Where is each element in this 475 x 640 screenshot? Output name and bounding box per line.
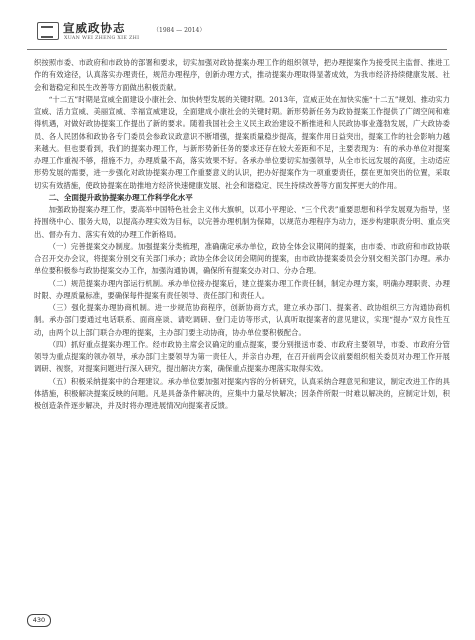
list-item bbox=[34, 241, 450, 278]
list-item-text: 加强提案分类梳理，准确确定承办单位，政协全体会议期间的提案，由市委、市政府和市政协联合召开交办会议，将提案分别交有关部门承办；政协全体会议闭会期间的提案，由市政协提案委员会分别交相关部门办理。承办单位要积极参与政协提案交办工作，加强沟通协调，确保所有提案交办对口、分办合理。 bbox=[34, 241, 450, 276]
paragraph: “十二五”时期是宣威全面建设小康社会、加快转型发展的关键时期。2013年，宣威正处在加快实施“十二五”规划、推动实力宣威、活力宣威、美丽宣威、幸福宣威建设，全面建成小康社会的关键时期。新形势新任务为政协提案工作提供了广阔空间和难得机遇，对做好政协提案工作提出了新的要求。随着我国社会主义民主政治建设不断推进和人民政协事业蓬勃发展，广大政协委员、各人民团体和政协各专门委员会参政议政意识不断增强，提案质量稳步提高，提案作用日益突出，提案工作的社会影响力越来越大。但也要看到，我们的提案办理工作，与新形势新任务的要求还存在较大差距和不足，主要表现为：有的承办单位对提案办理工作重视不够，措施不力，办理质量不高，落实效果不好。各承办单位要切实加强领导，从全市长远发展的高度，主动适应形势发展的需要，进一步强化对政协提案办理工作重要意义的认识，把办好提案作为一项重要责任，摆在更加突出的位置，采取切实有效措施，使政协提案在助推地方经济快速健康发展、社会和谐稳定、民生持续改善等方面发挥更大的作用。 bbox=[34, 94, 450, 190]
header-divider bbox=[27, 49, 447, 50]
paragraph: 织按照市委、市政府和市政协的部署和要求，切实加强对政协提案办理工作的组织领导，把办理提案作为接受民主监督、推进工作的有效途径，认真落实办理责任，规范办理程序，创新办理方式，推动提案办理取得显著成效，为我市经济持续健康发展、社会和谐稳定和民生改善等方面做出积极贡献。 bbox=[34, 58, 450, 92]
list-item-heading: （四）抓好重点提案办理工作。 bbox=[48, 339, 153, 349]
list-item-text: 进一步规范协商程序，创新协商方式，建立承办部门、提案者、政协组织三方沟通协商机制。承办部门要通过电话联系、面商座谈、请吃调研、登门走访等形式，认真听取提案者的意见建议，实现“提办”双方良性互动，由两个以上部门联合办理的提案，主办部门要主动协商，协办单位要积极配合。 bbox=[34, 303, 450, 337]
list-item-text: 承办单位要加强对提案内容的分析研究，认真采纳合理意见和建议，制定改进工作的具体措施，积极解决提案反映的问题。凡是具备条件解决的，应集中力量尽快解决；因条件所限一时难以解决的，应制定计划，积极创造条件逐步解决，并及时将办理进展情况向提案者反馈。 bbox=[34, 376, 450, 410]
page-header bbox=[27, 12, 457, 50]
book-title: 宣威政协志 bbox=[63, 21, 126, 35]
list-item-heading: （一）完善提案交办制度。 bbox=[48, 241, 138, 251]
list-item bbox=[34, 302, 450, 339]
page-number: 430 bbox=[27, 614, 51, 627]
list-item bbox=[34, 376, 450, 413]
list-item-text: 承办单位接办提案后，建立提案办理工作责任制，制定办理方案，明确办理职责、办理时限、办理质量标准，要确保每件提案有责任领导、责任部门和责任人。 bbox=[34, 278, 450, 300]
list-item bbox=[34, 339, 450, 376]
list-item-heading: （三）强化提案办理协商机制。 bbox=[48, 303, 155, 312]
book-title-pinyin: XUAN WEI ZHENG XIE ZHI bbox=[64, 36, 140, 41]
list-item-text: 经市政协主席会议确定的重点提案，要分别报送市委、市政府主要领导，市委、市政府分管领导为重点提案的领办领导，承办部门主要领导为第一责任人，并亲自办理，在召开前两会议前要组织相关委员对办理工作开展调研、视察，对提案问题进行深入研究，提出解决方案，确保重点提案办理落实取得实效。 bbox=[34, 339, 450, 374]
body-text bbox=[34, 57, 450, 412]
book-logo-icon bbox=[37, 22, 59, 40]
list-item-heading: （五）积极采纳提案中的合理建议。 bbox=[48, 376, 168, 386]
paragraph: 加强政协提案办理工作，要高举中国特色社会主义伟大旗帜，以邓小平理论、“三个代表”重要思想和科学发展观为指导，坚持围绕中心、服务大局，以提高办理实效为目标，以完善办理机制为保障，以规范办理程序为动力，逐步构建职责分明、重点突出、督办有力、落实有效的办理工作新格局。 bbox=[34, 205, 450, 239]
book-years: （1984 — 2014） bbox=[153, 27, 206, 34]
section-heading: 二、全面提升政协提案办理工作科学化水平 bbox=[48, 192, 193, 202]
list-item-heading: （二）规范提案办理内部运行机制。 bbox=[48, 278, 168, 288]
list-item bbox=[34, 278, 450, 303]
